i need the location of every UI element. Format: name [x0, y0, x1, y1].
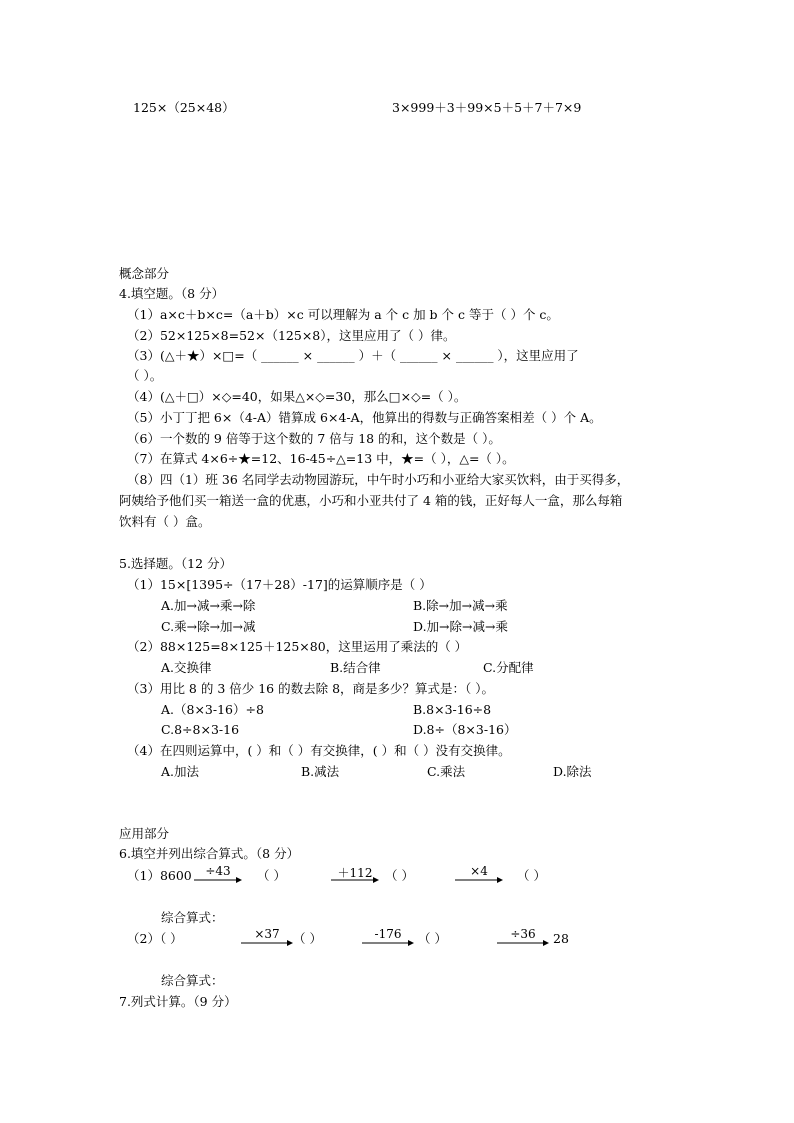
q5-4-option-a: A.加法 — [161, 764, 200, 779]
q4-item-8-cont2: 饮料有（ ）盒。 — [119, 514, 211, 529]
q4-item-8-cont1: 阿姨给予他们买一箱送一盒的优惠，小巧和小亚共付了 4 箱的钱，正好每人一盒，那么每箱 — [119, 493, 623, 508]
flow2-blank-2: （ ） — [418, 931, 447, 946]
flow2-blank-1: （ ） — [293, 931, 322, 946]
q5-4-option-b: B.减法 — [301, 764, 340, 779]
q4-item-1: （1）a×c＋b×c=（a＋b）×c 可以理解为 a 个 c 加 b 个 c 等于（ ）个 c。 — [127, 307, 559, 322]
q5-3-option-b: B.8×3-16÷8 — [413, 702, 492, 717]
flow2-op-2: -176 — [374, 927, 402, 941]
flow1-arrow-1 — [194, 866, 242, 882]
q5-3-option-c: C.8÷8×3-16 — [161, 722, 240, 737]
flow2-arrow-3 — [497, 929, 549, 945]
q5-item-1: （1）15×[1395÷（17＋28）-17]的运算顺序是（ ） — [127, 577, 432, 592]
flow2-result: 28 — [553, 931, 569, 946]
q5-item-3: （3）用比 8 的 3 倍少 16 的数去除 8，商是多少？算式是：（ ）。 — [127, 681, 495, 696]
arrow-icon — [497, 939, 549, 947]
question-7-title: 7.列式计算。（9 分） — [119, 994, 237, 1009]
q5-1-option-d: D.加→除→减→乘 — [413, 619, 508, 634]
combined-formula-1: 综合算式： — [161, 910, 224, 925]
q4-item-3-cont: （ ）。 — [127, 368, 163, 383]
flow1-start: （1）8600 — [127, 868, 192, 883]
q4-item-5: （5）小丁丁把 6×（4-A）错算成 6×4-A，他算出的得数与正确答案相差（ ）个 A。 — [127, 410, 602, 425]
q5-1-option-c: C.乘→除→加→减 — [161, 619, 256, 634]
arrow-icon — [194, 876, 242, 884]
q4-item-6: （6）一个数的 9 倍等于这个数的 7 倍与 18 的和，这个数是（ ）。 — [127, 431, 501, 446]
arrow-icon — [362, 939, 414, 947]
arrow-icon — [455, 876, 503, 884]
q5-item-4: （4）在四则运算中，( ）和（ ）有交换律，( ）和（ ）没有交换律。 — [127, 743, 511, 758]
flow2-op-3: ÷36 — [510, 927, 536, 941]
flow2-op-1: ×37 — [254, 927, 280, 941]
combined-formula-2: 综合算式： — [161, 973, 224, 988]
flow2-start: （2）（ ） — [127, 931, 183, 946]
flow1-blank-3: （ ） — [517, 868, 546, 883]
q4-item-2: （2）52×125×8=52×（125×8），这里应用了（ ）律。 — [127, 328, 456, 343]
q5-2-option-c: C.分配律 — [483, 660, 534, 675]
q5-3-option-a: A.（8×3-16）÷8 — [161, 702, 264, 717]
q4-item-8: （8）四（1）班 36 名同学去动物园游玩，中午时小巧和小亚给大家买饮料，由于买得多， — [127, 472, 630, 487]
q5-2-option-b: B.结合律 — [330, 660, 381, 675]
flow2-arrow-1 — [241, 929, 293, 945]
flow1-op-1: ÷43 — [205, 864, 231, 878]
flow1-blank-2: （ ） — [385, 868, 414, 883]
q4-item-7: （7）在算式 4×6÷★=12、16-45÷△=13 中，★=（ ），△=（ ）。 — [127, 451, 515, 466]
q5-4-option-c: C.乘法 — [427, 764, 466, 779]
question-6-title: 6.填空并列出综合算式。（8 分） — [119, 846, 300, 861]
question-5-title: 5.选择题。（12 分） — [119, 556, 233, 571]
q4-item-3: （3）(△＋★）×□=（ ______ × ______ ）＋（ ______ × ______ ），这里应用了 — [127, 348, 579, 363]
q5-1-option-b: B.除→加→减→乘 — [413, 598, 508, 613]
section-heading-application: 应用部分 — [119, 826, 170, 841]
flow1-op-3: ×4 — [470, 864, 488, 878]
q5-2-option-a: A.交换律 — [161, 660, 212, 675]
arrow-icon — [331, 876, 379, 884]
expr-left: 125×（25×48） — [133, 100, 235, 115]
expr-right: 3×999＋3＋99×5＋5＋7＋7×9 — [392, 100, 582, 115]
section-heading-concept: 概念部分 — [119, 266, 170, 281]
q4-item-4: （4）(△＋□）×◇=40，如果△×◇=30，那么□×◇=（ ）。 — [127, 389, 467, 404]
flow1-arrow-3 — [455, 866, 503, 882]
question-4-title: 4.填空题。（8 分） — [119, 286, 225, 301]
flow2-arrow-2 — [362, 929, 414, 945]
flow1-op-2: ＋112 — [337, 866, 373, 880]
q5-item-2: （2）88×125=8×125＋125×80，这里运用了乘法的（ ） — [127, 639, 468, 654]
arrow-icon — [241, 939, 293, 947]
flow1-blank-1: （ ） — [257, 868, 286, 883]
q5-3-option-d: D.8÷（8×3-16） — [413, 722, 517, 737]
flow1-arrow-2 — [331, 866, 379, 882]
q5-1-option-a: A.加→减→乘→除 — [161, 598, 256, 613]
q5-4-option-d: D.除法 — [553, 764, 592, 779]
